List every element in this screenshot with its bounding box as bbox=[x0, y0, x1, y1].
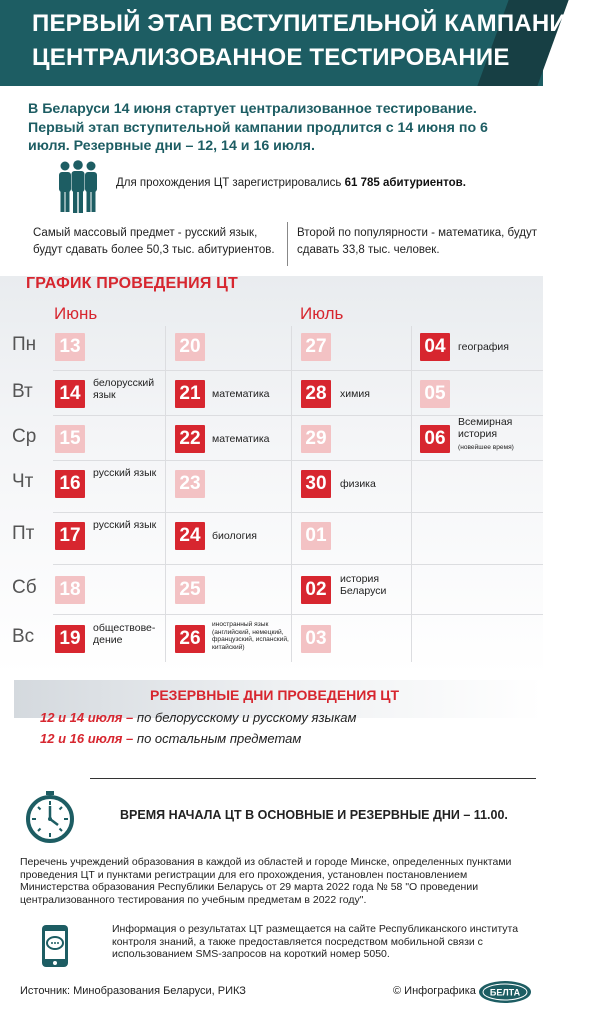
date-badge: 13 bbox=[55, 333, 85, 361]
date-badge: 15 bbox=[55, 425, 85, 453]
grid-row-divider bbox=[53, 370, 543, 371]
grid-column-divider bbox=[165, 326, 166, 662]
intro-text: В Беларуси 14 июня стартует централизованное тестирование. Первый этап вступительной кампании продлится с 14 июня по 6 июля. Резервные дни – 12, 14 и 16 июля. bbox=[28, 101, 488, 154]
exam-subject-name: биология bbox=[212, 530, 257, 542]
date-badge: 03 bbox=[301, 625, 331, 653]
weekday-label: Вт bbox=[12, 381, 33, 402]
clock-icon bbox=[24, 791, 76, 843]
exam-subject bbox=[212, 433, 284, 445]
exam-subject bbox=[212, 388, 284, 400]
registration-label: Для прохождения ЦТ зарегистрировались bbox=[116, 177, 342, 189]
header-banner bbox=[0, 0, 605, 86]
section-divider bbox=[90, 778, 536, 779]
month-july: Июль bbox=[300, 304, 344, 323]
date-badge: 18 bbox=[55, 576, 85, 604]
reserve-line-1 bbox=[40, 710, 356, 725]
exam-subject-name: Всемирная история bbox=[458, 416, 513, 440]
source-text: Источник: Минобразования Беларуси, РИКЗ bbox=[20, 985, 246, 997]
grid-column-divider bbox=[411, 326, 412, 662]
date-badge: 21 bbox=[175, 380, 205, 408]
date-badge: 17 bbox=[55, 522, 85, 550]
stat-russian: Самый массовый предмет - русский язык, будут сдавать более 50,3 тыс. абитуриентов. bbox=[33, 227, 275, 256]
exam-subject-name: математика bbox=[212, 388, 270, 400]
exam-subject-name: русский язык bbox=[93, 467, 157, 479]
phone-chat-icon bbox=[40, 924, 72, 968]
institutions-note: Перечень учреждений образования в каждой из областей и городе Минске, определенных пунктами проведения ЦТ и пунктами регистрации для его прохождения, установлен постановлением Министерства образования Республики Беларусь от 29 марта 2022 года № 58 "О проведении централизованного тестирования по учебным предметам в 2022 году". bbox=[20, 856, 512, 906]
results-info: Информация о результатах ЦТ размещается на сайте Республиканского института контроля знаний, а также предоставляется посредством мобильной связи с использованием SMS-запросов на короткий номер 5050. bbox=[112, 923, 519, 960]
title-line-1: ПЕРВЫЙ ЭТАП ВСТУПИТЕЛЬНОЙ КАМПАНИИ – bbox=[32, 10, 605, 37]
grid-row-divider bbox=[53, 460, 543, 461]
exam-subject bbox=[212, 621, 294, 651]
weekday-label: Пт bbox=[12, 523, 35, 544]
reserve-line-2 bbox=[40, 731, 301, 746]
stats-divider bbox=[287, 222, 288, 266]
exam-subject bbox=[340, 388, 412, 400]
exam-subject-name: физика bbox=[340, 478, 376, 490]
exam-subject-name: география bbox=[458, 341, 509, 353]
exam-subject bbox=[93, 467, 161, 479]
date-badge: 26 bbox=[175, 625, 205, 653]
reserve-dates-1: 12 и 14 июля – bbox=[40, 710, 134, 725]
credit-text: © Инфографика bbox=[393, 985, 476, 997]
date-badge: 28 bbox=[301, 380, 331, 408]
reserve-dates-2: 12 и 16 июля – bbox=[40, 731, 134, 746]
date-badge: 16 bbox=[55, 470, 85, 498]
exam-subject-note: (новейшее время) bbox=[458, 444, 514, 451]
exam-subject-name: обществове-дение bbox=[93, 622, 156, 646]
exam-subject-name: математика bbox=[212, 433, 270, 445]
date-badge: 19 bbox=[55, 625, 85, 653]
exam-subject-name: белорусский язык bbox=[93, 377, 155, 401]
exam-subject bbox=[458, 341, 530, 353]
exam-subject-name: история Беларуси bbox=[340, 573, 387, 597]
weekday-label: Вс bbox=[12, 626, 35, 647]
date-badge: 05 bbox=[420, 380, 450, 408]
exam-subject bbox=[93, 519, 161, 531]
belta-logo bbox=[478, 980, 532, 1004]
reserve-title: РЕЗЕРВНЫЕ ДНИ ПРОВЕДЕНИЯ ЦТ bbox=[150, 687, 400, 703]
reserve-text-1: по белорусскому и русскому языкам bbox=[136, 710, 357, 725]
date-badge: 27 bbox=[301, 333, 331, 361]
date-badge: 30 bbox=[301, 470, 331, 498]
exam-subject bbox=[93, 377, 161, 401]
stat-math: Второй по популярности - математика, будут сдавать 33,8 тыс. человек. bbox=[297, 227, 537, 256]
date-badge: 20 bbox=[175, 333, 205, 361]
date-badge: 29 bbox=[301, 425, 331, 453]
date-badge: 23 bbox=[175, 470, 205, 498]
date-badge: 25 bbox=[175, 576, 205, 604]
registration-text bbox=[116, 177, 466, 189]
weekday-label: Чт bbox=[12, 471, 34, 492]
date-badge: 01 bbox=[301, 522, 331, 550]
date-badge: 22 bbox=[175, 425, 205, 453]
date-badge: 24 bbox=[175, 522, 205, 550]
exam-subject bbox=[93, 622, 161, 646]
weekday-label: Сб bbox=[12, 577, 37, 598]
exam-subject-name: химия bbox=[340, 388, 370, 400]
weekday-label: Пн bbox=[12, 334, 37, 355]
people-icon bbox=[56, 160, 100, 214]
date-badge: 02 bbox=[301, 576, 331, 604]
registration-count: 61 785 абитуриентов. bbox=[344, 177, 466, 189]
grid-row-divider bbox=[53, 614, 543, 615]
exam-subject-name: иностранный язык (английский, немецкий, французский, испанский, китайский) bbox=[212, 621, 289, 651]
exam-subject bbox=[340, 573, 408, 597]
exam-subject bbox=[458, 416, 526, 454]
title-line-2: ЦЕНТРАЛИЗОВАННОЕ ТЕСТИРОВАНИЕ bbox=[32, 44, 510, 71]
reserve-text-2: по остальным предметам bbox=[136, 731, 302, 746]
exam-subject-name: русский язык bbox=[93, 519, 157, 531]
svg-text:БЕЛТА: БЕЛТА bbox=[489, 987, 521, 998]
date-badge: 04 bbox=[420, 333, 450, 361]
grid-row-divider bbox=[53, 564, 543, 565]
exam-subject bbox=[212, 530, 284, 542]
grid-column-divider bbox=[291, 326, 292, 662]
date-badge: 06 bbox=[420, 425, 450, 453]
exam-subject bbox=[340, 478, 412, 490]
grid-row-divider bbox=[53, 512, 543, 513]
month-june: Июнь bbox=[54, 304, 98, 323]
schedule-title: ГРАФИК ПРОВЕДЕНИЯ ЦТ bbox=[26, 275, 239, 292]
date-badge: 14 bbox=[55, 380, 85, 408]
weekday-label: Ср bbox=[12, 426, 37, 447]
start-time: ВРЕМЯ НАЧАЛА ЦТ В ОСНОВНЫЕ И РЕЗЕРВНЫЕ ДНИ – 11.00. bbox=[120, 808, 508, 822]
